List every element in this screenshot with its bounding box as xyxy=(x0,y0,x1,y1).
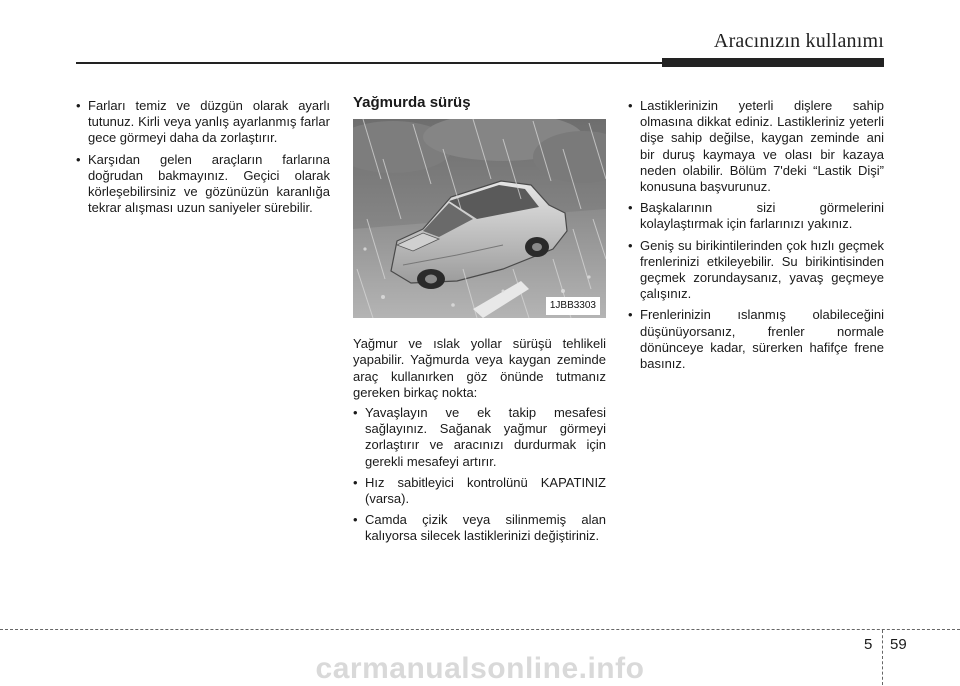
footer-rule xyxy=(0,629,960,630)
figure-code: 1JBB3303 xyxy=(546,297,600,315)
list-item: • Geniş su birikintilerinden çok hızlı geçmek frenlerinizi etkileyebilir. Su birikintisinden geçmek zorundaysanız, yavaş geçmeye çalışınız. xyxy=(628,237,884,302)
intro-paragraph: Yağmur ve ıslak yollar sürüşü tehlikeli yapabilir. Yağmurda veya kaygan zeminde araç kullanırken göz önünde tutmanız gereken birkaç nokta: xyxy=(353,336,606,400)
list-item: • Başkalarının sizi görmelerini kolaylaştırmak için farlarınızı yakınız. xyxy=(628,200,884,232)
left-column xyxy=(76,98,330,221)
left-bullet-list xyxy=(76,98,330,216)
list-item: • Yavaşlayın ve ek takip mesafesi sağlayınız. Sağanak yağmur görmeyi zorlaştırır ve aracınızı durdurmak için gerekli mesafeyi artırır. xyxy=(353,405,606,469)
list-item: • Camda çizik veya silinmemiş alan kalıyorsa silecek lastiklerinizi değiştiriniz. xyxy=(353,512,606,544)
list-item: • Hız sabitleyici kontrolünü KAPATINIZ (varsa). xyxy=(353,474,606,507)
page-number: 59 xyxy=(890,636,907,653)
right-bullet-list xyxy=(628,98,884,372)
middle-bullet-list xyxy=(353,405,606,545)
middle-column xyxy=(353,94,606,550)
header-rule-accent xyxy=(662,58,884,67)
car-in-rain-image xyxy=(353,119,606,318)
section-title: Yağmurda sürüş xyxy=(353,94,471,111)
section-number: 5 xyxy=(864,636,873,653)
rain-driving-illustration xyxy=(353,119,606,318)
right-column xyxy=(628,98,884,377)
list-item: • Frenlerinizin ıslanmış olabileceğini düşünüyorsanız, frenler normale dönünceye kadar, sürerken hafifçe frene basınız. xyxy=(628,307,884,372)
list-item: • Lastiklerinizin yeterli dişlere sahip olmasına dikkat ediniz. Lastikleriniz yeterli dişe sahip değilse, kaygan zeminde ani bir duruş kaymaya ve olası bir kazaya neden olabilir. Bölüm 7'deki “Lastik Dişi” konusuna başvurunuz. xyxy=(628,98,884,195)
list-item: • Farları temiz ve düzgün olarak ayarlı tutunuz. Kirli veya yanlış ayarlanmış farlar gece görmeyi daha da zorlaştırır. xyxy=(76,98,330,146)
header-rule xyxy=(76,62,666,64)
list-item: • Karşıdan gelen araçların farlarına doğrudan bakmayınız. Geçici olarak körleşebilirsiniz ve gözünüzün karanlığa tekrar alışması uzun saniyeler sürebilir. xyxy=(76,151,330,216)
header-title: Aracınızın kullanımı xyxy=(713,30,884,52)
watermark: carmanualsonline.info xyxy=(315,652,645,685)
